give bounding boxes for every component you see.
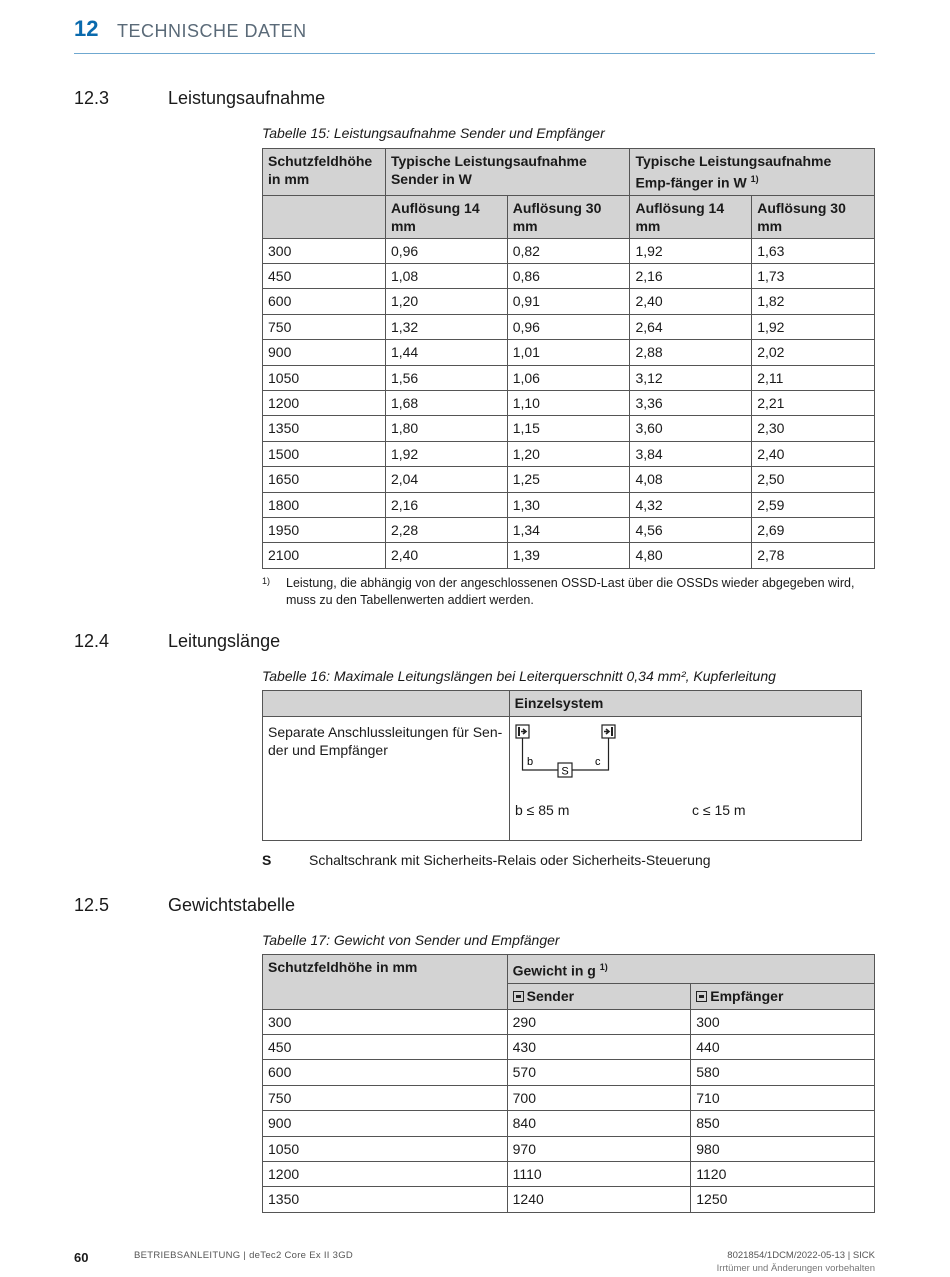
table-cell: 2,40 [385, 543, 507, 568]
table-cell: 1200 [263, 391, 386, 416]
section-title: Gewichtstabelle [168, 895, 296, 915]
table-cell: 600 [263, 289, 386, 314]
doc-id: 8021854/1DCM/2022-05-13 | SICK [727, 1250, 875, 1261]
table-cell: 1,68 [385, 391, 507, 416]
table-cell: 840 [507, 1111, 691, 1136]
table-cell: 2,28 [385, 517, 507, 542]
header-cell: Einzelsystem [509, 691, 861, 717]
table-cell: 850 [691, 1111, 875, 1136]
table-row [263, 314, 875, 339]
table-cell: 1,15 [507, 416, 630, 441]
table-row [263, 467, 875, 492]
table-row [263, 416, 875, 441]
table-cell: 300 [263, 238, 386, 263]
footnote-text: Leistung, die abhängig von der angeschlossenen OSSD-Last über die OSSDs wieder abgegeben wird, muss zu den Tabellenwerten addiert werden. [286, 576, 855, 607]
table-cell: 1110 [507, 1162, 691, 1187]
footnote-ref: 1) [599, 962, 608, 972]
table-cell: 1250 [691, 1187, 875, 1212]
table-cell: 1120 [691, 1162, 875, 1187]
table-cell: 4,80 [630, 543, 752, 568]
table-cell: 2,78 [752, 543, 875, 568]
table-cell: 1,82 [752, 289, 875, 314]
table-cell: 2,02 [752, 340, 875, 365]
table17-body [263, 1009, 875, 1212]
table-cell: 1050 [263, 1136, 508, 1161]
b-length: b ≤ 85 m [515, 802, 570, 818]
table-cell: 1,06 [507, 365, 630, 390]
power-consumption-table [262, 148, 875, 569]
table-cell: 980 [691, 1136, 875, 1161]
table-cell: 1,20 [385, 289, 507, 314]
section-number: 12.3 [74, 88, 110, 108]
table-cell: 2,30 [752, 416, 875, 441]
table-cell: 2,59 [752, 492, 875, 517]
table17-caption: Tabelle 17: Gewicht von Sender und Empfänger [262, 932, 560, 948]
receiver-icon [696, 991, 707, 1002]
table15-body [263, 238, 875, 568]
table-cell: 2,16 [630, 264, 752, 289]
table-row [263, 1162, 875, 1187]
table-row [263, 441, 875, 466]
table-cell: 440 [691, 1035, 875, 1060]
table-row [263, 517, 875, 542]
header-cell: Empfänger [691, 983, 875, 1009]
header-cell: Auflösung 14 mm [630, 195, 752, 238]
label-s: S [561, 765, 569, 778]
header-cell-empty [263, 691, 510, 717]
wiring-diagram [513, 722, 633, 782]
section-number: 12.4 [74, 631, 110, 651]
page-header [74, 16, 875, 54]
table-cell: 2,21 [752, 391, 875, 416]
table-cell: 3,12 [630, 365, 752, 390]
table-cell: 1,56 [385, 365, 507, 390]
table-cell: 750 [263, 314, 386, 339]
table-row [263, 1111, 875, 1136]
table-cell: 1,73 [752, 264, 875, 289]
table-cell: 1,80 [385, 416, 507, 441]
table-cell: 300 [691, 1009, 875, 1034]
table-cell: 4,08 [630, 467, 752, 492]
table16-caption: Tabelle 16: Maximale Leitungslängen bei Leiterquerschnitt 0,34 mm², Kupferleitung [262, 668, 776, 684]
label-b: b [527, 756, 534, 768]
table-cell: 0,96 [385, 238, 507, 263]
label-c: c [595, 756, 601, 768]
table-cell: 0,86 [507, 264, 630, 289]
page-number: 60 [74, 1250, 89, 1265]
table-row [263, 289, 875, 314]
table-row [263, 1187, 875, 1212]
table-cell: 570 [507, 1060, 691, 1085]
table-cell: 300 [263, 1009, 508, 1034]
table-cell: 1650 [263, 467, 386, 492]
table-cell: 2100 [263, 543, 386, 568]
table-cell: 2,69 [752, 517, 875, 542]
table-cell: 710 [691, 1085, 875, 1110]
table-cell: 1,20 [507, 441, 630, 466]
table-cell: 700 [507, 1085, 691, 1110]
table-cell: 450 [263, 264, 386, 289]
table-cell: 0,91 [507, 289, 630, 314]
receiver-icon [602, 725, 615, 738]
header-cell: Schutzfeldhöhe in mm [263, 955, 508, 1010]
header-cell: Typische Leistungsaufnahme Emp-fänger in W $^{1)}$ [630, 149, 875, 196]
table-cell: 0,82 [507, 238, 630, 263]
table-row [263, 391, 875, 416]
table-cell: 600 [263, 1060, 508, 1085]
table-row [263, 365, 875, 390]
table-row [263, 264, 875, 289]
header-cell: Auflösung 14 mm [385, 195, 507, 238]
header-cell: Auflösung 30 mm [752, 195, 875, 238]
table-cell: 580 [691, 1060, 875, 1085]
sender-icon [516, 725, 529, 738]
weight-table [262, 954, 875, 1213]
table-row [263, 1136, 875, 1161]
section-number: 12.5 [74, 895, 110, 915]
table-row [263, 492, 875, 517]
table-cell: 1,01 [507, 340, 630, 365]
table-cell: 1,32 [385, 314, 507, 339]
table-cell: 1200 [263, 1162, 508, 1187]
table-cell: 750 [263, 1085, 508, 1110]
footnote-mark: 1) [262, 576, 271, 586]
table-cell: 1050 [263, 365, 386, 390]
table-cell: 1,34 [507, 517, 630, 542]
table-cell: 3,84 [630, 441, 752, 466]
table-cell: 2,16 [385, 492, 507, 517]
section-title: Leitungslänge [168, 631, 281, 651]
table-cell: 1800 [263, 492, 386, 517]
legend-value: Schaltschrank mit Sicherheits-Relais oder Sicherheits-Steuerung [309, 852, 711, 868]
table15-caption: Tabelle 15: Leistungsaufnahme Sender und Empfänger [262, 125, 605, 141]
header-cell: Gewicht in g $^{1)}$ [507, 955, 874, 984]
table-cell: 1950 [263, 517, 386, 542]
table-row [263, 340, 875, 365]
table-cell: 290 [507, 1009, 691, 1034]
table-cell: 2,88 [630, 340, 752, 365]
table-cell: 1350 [263, 1187, 508, 1212]
table-row [263, 1085, 875, 1110]
table-cell: 1240 [507, 1187, 691, 1212]
table-row [263, 1060, 875, 1085]
table-cell: 1,08 [385, 264, 507, 289]
table-cell: 4,32 [630, 492, 752, 517]
header-cell: Typische Leistungsaufnahme Sender in W [385, 149, 630, 196]
table-cell: 1,10 [507, 391, 630, 416]
table-cell: 970 [507, 1136, 691, 1161]
doc-title: BETRIEBSANLEITUNG | deTec2 Core Ex II 3GD [134, 1250, 354, 1261]
c-length: c ≤ 15 m [692, 802, 746, 818]
table-cell: 430 [507, 1035, 691, 1060]
table-cell: 1,25 [507, 467, 630, 492]
sender-icon [513, 991, 524, 1002]
table-cell: 2,64 [630, 314, 752, 339]
table-cell: 1,63 [752, 238, 875, 263]
table-row [263, 543, 875, 568]
table-cell: 1,92 [630, 238, 752, 263]
table-cell: 1,30 [507, 492, 630, 517]
table-cell: 4,56 [630, 517, 752, 542]
header-cell: Auflösung 30 mm [507, 195, 630, 238]
table-cell: 450 [263, 1035, 508, 1060]
table-cell: 1500 [263, 441, 386, 466]
table-cell: 2,11 [752, 365, 875, 390]
table-cell: 2,40 [752, 441, 875, 466]
header-cell: Schutzfeldhöhe in mm [263, 149, 386, 196]
header-cell: Sender [507, 983, 691, 1009]
table-cell: 1,92 [385, 441, 507, 466]
table-cell: 900 [263, 340, 386, 365]
table-row [263, 238, 875, 263]
table-cell: 1350 [263, 416, 386, 441]
chapter-number: 12 [74, 16, 99, 41]
table-cell: 2,04 [385, 467, 507, 492]
footnote-ref: 1) [750, 174, 759, 184]
row-label: Separate Anschlussleitungen für Sen-der und Empfänger [263, 717, 510, 841]
table-cell: 1,44 [385, 340, 507, 365]
table-cell: 2,50 [752, 467, 875, 492]
table-cell: 1,92 [752, 314, 875, 339]
table-cell: 900 [263, 1111, 508, 1136]
header-cell-empty [263, 195, 386, 238]
legend-key: S [262, 852, 272, 868]
table-cell: 1,39 [507, 543, 630, 568]
section-title: Leistungsaufnahme [168, 88, 326, 108]
disclaimer: Irrtümer und Änderungen vorbehalten [716, 1263, 875, 1274]
table-row [263, 1035, 875, 1060]
table-cell: 3,36 [630, 391, 752, 416]
chapter-title: TECHNISCHE DATEN [117, 21, 307, 41]
table-cell: 2,40 [630, 289, 752, 314]
table-cell: 3,60 [630, 416, 752, 441]
table-row [263, 1009, 875, 1034]
table-cell: 0,96 [507, 314, 630, 339]
